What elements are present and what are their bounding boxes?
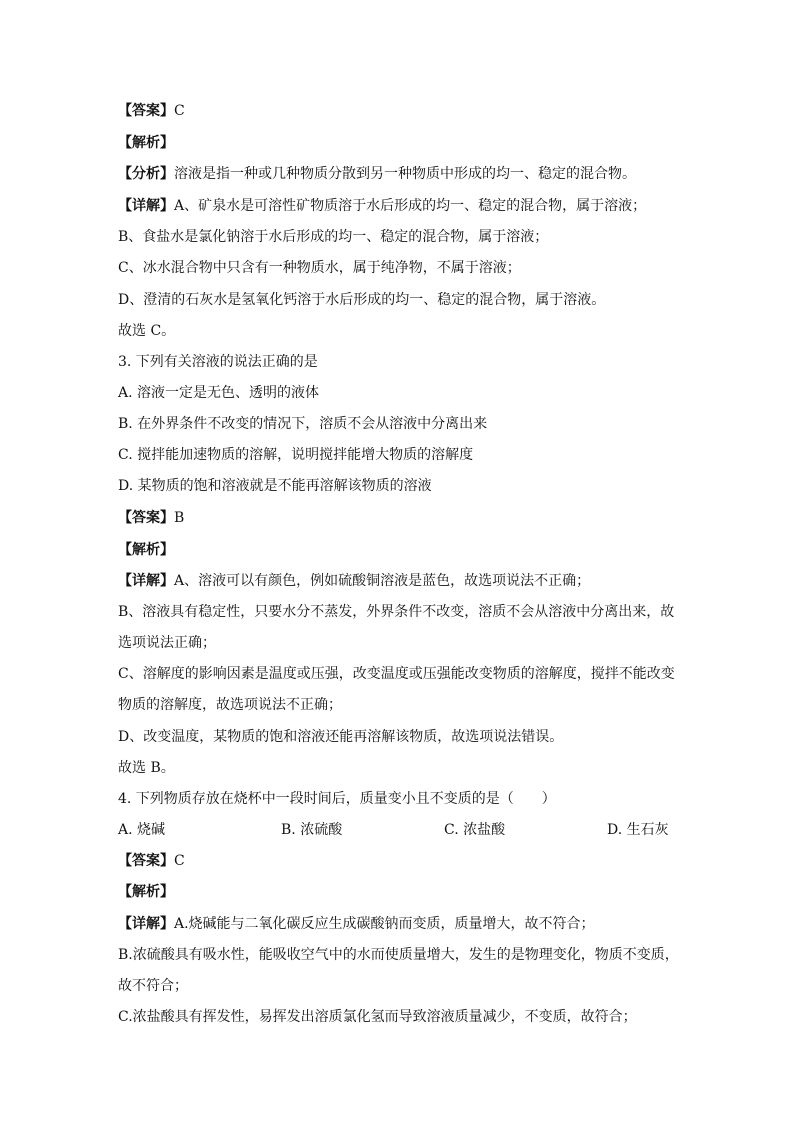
q2-detail-c: C、冰水混合物中只含有一种物质水，属于纯净物，不属于溶液； (118, 260, 521, 276)
q3-answer-line (118, 508, 678, 528)
q3-detail-b-1: B、溶液具有稳定性，只要水分不蒸发，外界条件不改变，溶质不会从溶液中分离出来，故 (118, 604, 675, 620)
detail-tag: 【详解】 (118, 916, 174, 932)
q4-detail-b-2: 故不符合； (118, 978, 188, 994)
q3-option-b: B. 在外界条件不改变的情况下，溶质不会从溶液中分离出来 (118, 416, 488, 432)
q3-detail-c-2: 物质的溶解度，故选项说法不正确； (118, 697, 342, 713)
answer-value: C (174, 853, 185, 869)
answer-tag: 【答案】 (118, 853, 174, 869)
detail-text: A、溶液可以有颜色，例如硫酸铜溶液是蓝色，故选项说法不正确； (174, 573, 591, 589)
q3-detail-a (118, 571, 678, 591)
q4-option-a: A. 烧碱 (118, 822, 166, 838)
q3-detail-d: D、改变温度，某物质的饱和溶液还能再溶解该物质，故选项说法错误。 (118, 729, 564, 745)
q3-conclusion: 故选 B。 (118, 760, 175, 776)
q4-detail-c: C.浓盐酸具有挥发性，易挥发出溶质氯化氢而导致溶液质量减少，不变质，故符合； (118, 1009, 637, 1025)
q4-analysis-heading: 【解析】 (118, 884, 174, 900)
q2-fenxi-line (118, 164, 678, 184)
fenxi-tag: 【分析】 (118, 166, 174, 182)
q3-option-a: A. 溶液一定是无色、透明的液体 (118, 385, 320, 401)
q3-detail-c-1: C、溶解度的影响因素是温度或压强，改变温度或压强能改变物质的溶解度，搅拌不能改变 (118, 666, 675, 682)
q2-detail-b: B、食盐水是氯化钠溶于水后形成的均一、稳定的混合物，属于溶液； (118, 229, 549, 245)
q4-option-d: D. 生石灰 (607, 822, 669, 838)
q3-detail-b-2: 选项说法正确； (118, 635, 216, 651)
q2-analysis-heading: 【解析】 (118, 135, 174, 151)
q4-option-c: C. 浓盐酸 (444, 822, 506, 838)
q4-answer-line (118, 851, 678, 871)
detail-tag: 【详解】 (118, 198, 174, 214)
q3-option-c: C. 搅拌能加速物质的溶解，说明搅拌能增大物质的溶解度 (118, 447, 474, 463)
q2-conclusion: 故选 C。 (118, 323, 176, 339)
q2-detail-a (118, 196, 678, 216)
detail-tag: 【详解】 (118, 573, 174, 589)
q3-stem: 3. 下列有关溶液的说法正确的是 (118, 354, 318, 370)
detail-text: A、矿泉水是可溶性矿物质溶于水后形成的均一、稳定的混合物，属于溶液； (174, 198, 647, 214)
q4-option-b: B. 浓硫酸 (281, 822, 343, 838)
detail-text: A.烧碱能与二氧化碳反应生成碳酸钠而变质，质量增大，故不符合； (174, 916, 595, 932)
answer-value: C (174, 103, 185, 119)
q3-analysis-heading: 【解析】 (118, 542, 174, 558)
fenxi-text: 溶液是指一种或几种物质分散到另一种物质中形成的均一、稳定的混合物。 (174, 166, 636, 182)
q4-detail-b-1: B.浓硫酸具有吸水性，能吸收空气中的水而使质量增大，发生的是物理变化，物质不变质， (118, 947, 679, 963)
answer-value: B (174, 510, 185, 526)
answer-tag: 【答案】 (118, 510, 174, 526)
q2-detail-d: D、澄清的石灰水是氢氧化钙溶于水后形成的均一、稳定的混合物，属于溶液。 (118, 292, 606, 308)
q4-stem: 4. 下列物质存放在烧杯中一段时间后，质量变小且不变质的是（ ） (118, 791, 556, 807)
q4-detail-a (118, 914, 678, 934)
answer-tag: 【答案】 (118, 103, 174, 119)
q3-option-d: D. 某物质的饱和溶液就是不能再溶解该物质的溶液 (118, 478, 432, 494)
q2-answer-line (118, 101, 678, 121)
